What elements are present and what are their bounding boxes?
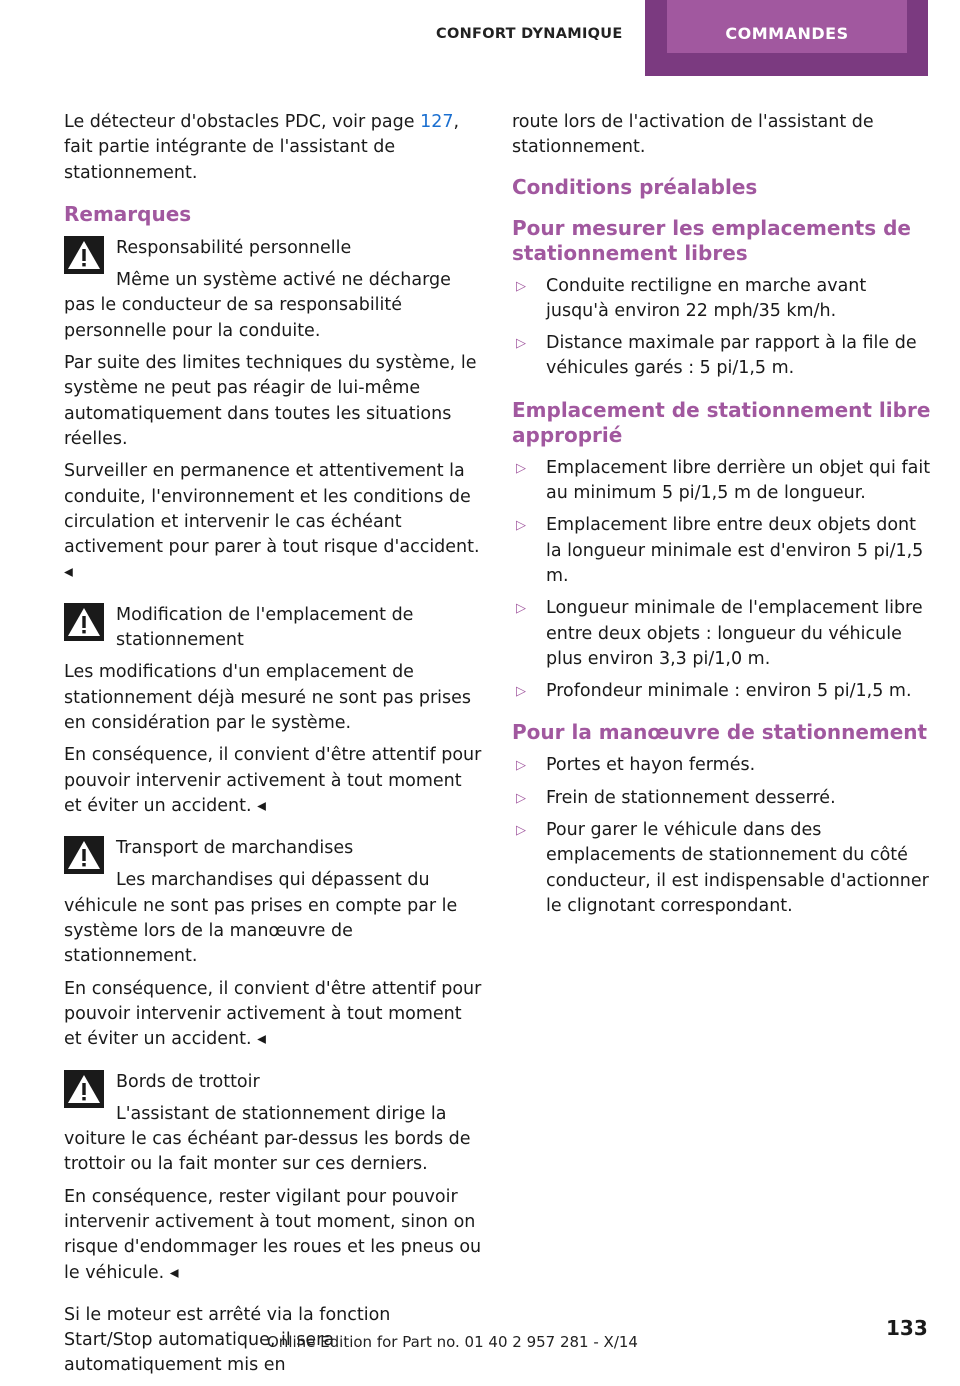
warning-title: Transport de marchandises [116,838,354,859]
warning-text: Les modifications d'un emplacement de stationnement déjà mesuré ne sont pas prises en considération par le système. [64,662,472,733]
footer-edition: Online Edition for Part no. 01 40 2 957 281 - X/14 [267,1333,638,1351]
warning-text: En conséquence, il convient d'être attentif pour pouvoir intervenir activement à tout moment et éviter un accident. ◂ [64,978,482,1050]
list-item [512,596,932,672]
left-column [64,110,484,1386]
warning-text: Surveiller en permanence et attentivement la conduite, l'environnement et les conditions de circulation et intervenir le cas échéant activement pour parer à tout risque d'accident. ◂ [64,461,480,583]
list-item-text: Emplacement libre derrière un objet qui fait au minimum 5 pi/1,5 m de longueur. [546,457,931,504]
list-item [512,331,932,382]
intro-paragraph [64,110,484,186]
header-section-title: CONFORT DYNAMIQUE [436,26,623,42]
warning-text: Même un système activé ne décharge pas le conducteur de sa responsabilité personnelle pour la conduite. [64,270,451,341]
remarks-heading: Remarques [64,201,192,226]
bullet-triangle-icon: ▷ [516,758,526,774]
section-heading: Pour la manœuvre de stationnement [512,720,928,745]
list-item-text: Pour garer le véhicule dans des emplacements de stationnement du côté conducteur, il est indispensable d'actionner le clignotant correspondant. [546,820,929,916]
warning-triangle-icon [64,236,104,274]
bullet-triangle-icon: ▷ [516,336,526,352]
bullet-triangle-icon: ▷ [516,518,526,534]
warning-block [64,836,484,1052]
warning-title: Bords de trottoir [116,1071,260,1092]
intro-text-end: , fait partie intégrante de l'assistant de stationnement. [64,112,460,183]
bullet-triangle-icon: ▷ [516,684,526,700]
bullet-triangle-icon: ▷ [516,823,526,839]
list-item [512,274,932,325]
list-item-text: Conduite rectiligne en marche avant jusqu'à environ 22 mph/35 km/h. [546,275,867,321]
warning-text: Les marchandises qui dépassent du véhicule ne sont pas prises en compte par le système lors de la manœuvre de stationnement. [64,870,458,967]
list-item [512,513,932,589]
list-item-text: Portes et hayon fermés. [546,755,756,776]
intro-text: Le détecteur d'obstacles PDC, voir page [64,112,421,132]
bullet-list [512,456,932,705]
bullet-triangle-icon: ▷ [516,601,526,617]
warning-title: Responsabilité personnelle [116,237,352,258]
list-item-text: Profondeur minimale : environ 5 pi/1,5 m. [546,681,912,702]
list-item-text: Distance maximale par rapport à la file de véhicules garés : 5 pi/1,5 m. [546,333,917,379]
warning-block [64,1070,484,1286]
section-heading: Emplacement de stationnement libre approprié [512,397,931,447]
warning-block [64,603,484,819]
section-heading: Pour mesurer les emplacements de stationnement libres [512,215,911,265]
list-item-text: Emplacement libre entre deux objets dont la longueur minimale est d'environ 5 pi/1,5 m. [546,515,924,586]
list-item [512,753,932,778]
warning-text: En conséquence, rester vigilant pour pouvoir intervenir activement à tout moment, sinon on risque d'endommager les roues et les pneus ou le véhicule. ◂ [64,1186,482,1283]
page-number: 133 [886,1316,928,1340]
bullet-triangle-icon: ▷ [516,460,526,476]
list-item [512,818,932,919]
warning-block [64,236,484,586]
warning-triangle-icon [64,603,104,641]
header-chapter-label: COMMANDES [667,0,907,53]
bullet-triangle-icon: ▷ [516,278,526,294]
warning-triangle-icon [64,836,104,874]
closing-paragraph: Si le moteur est arrêté via la fonction Start/Stop automatique, il sera automatiquement mis en [64,1304,391,1376]
conditions-heading: Conditions préalables [512,174,758,199]
warning-text: En conséquence, il convient d'être attentif pour pouvoir intervenir activement à tout moment et éviter un accident. ◂ [64,745,482,816]
warning-triangle-icon [64,1070,104,1108]
page-link[interactable]: 127 [420,112,454,132]
bullet-list [512,274,932,382]
warning-text: L'assistant de stationnement dirige la voiture le cas échéant par-dessus les bords de trottoir ou la fait monter sur ces derniers. [64,1103,471,1175]
header-chapter-tab[interactable] [645,0,928,76]
continuation-paragraph: route lors de l'activation de l'assistant de stationnement. [512,112,874,158]
list-item-text: Frein de stationnement desserré. [546,787,836,808]
bullet-triangle-icon: ▷ [516,790,526,806]
right-column [512,110,932,927]
bullet-list [512,753,932,919]
list-item [512,456,932,507]
warning-title: Modification de l'emplacement de stationnement [116,604,414,651]
list-item [512,786,932,811]
list-item [512,679,932,704]
list-item-text: Longueur minimale de l'emplacement libre entre deux objets : longueur du véhicule plus environ 3,3 pi/1,0 m. [546,598,923,669]
warning-text: Par suite des limites techniques du système, le système ne peut pas réagir de lui-même automatiquement dans toutes les situations réelles. [64,353,477,449]
